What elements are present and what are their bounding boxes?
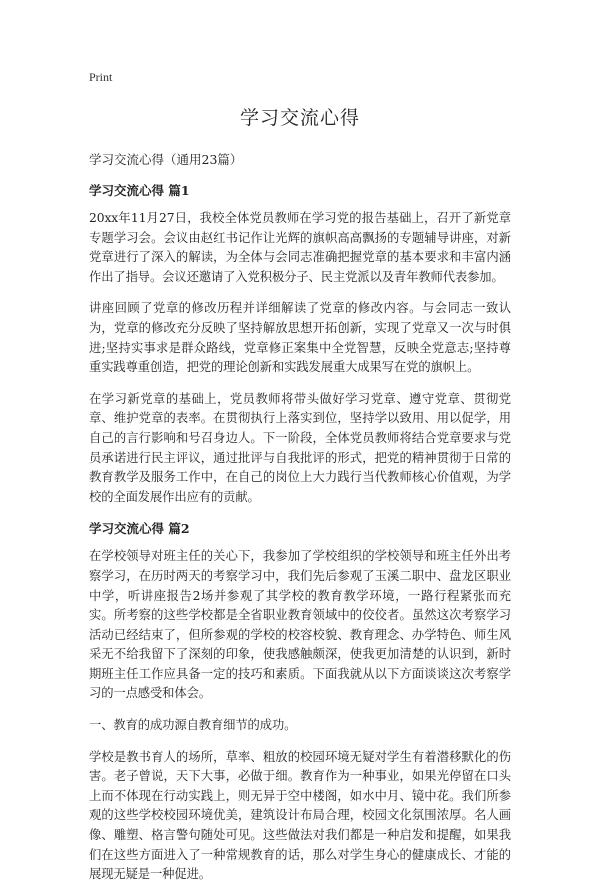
document-title: 学习交流心得 — [239, 107, 360, 129]
section-1-paragraph-1: 20xx年11月27日，我校全体党员教师在学习党的报告基础上，召开了新党章专题学习会。会议由赵红书记作让光辉的旗帜高高飘扬的专题辅导讲座，对新党章进行了深入的解读，为全体与会同志准确把握党章的基本要求和丰富内涵作出了指导。会议还邀请了入党积极分子、民主党派以及青年教师代表参加。 — [89, 211, 511, 284]
section-heading-2: 学习交流心得 篇2 — [89, 521, 190, 537]
section-1-paragraph-2: 讲座回顾了党章的修改历程并详细解读了党章的修改内容。与会同志一致认为，党章的修改充分反映了坚持解放思想开拓创新，实现了党章又一次与时俱进;坚持实事求是群众路线，党章修正案集中全党智慧，反映全党意志;坚持尊重实践尊重创造，把党的理论创新和实践发展重大成果写在党的旗帜上。 — [89, 301, 511, 375]
section-1-paragraph-3: 在学习新党章的基础上，党员教师将带头做好学习党章、遵守党章、贯彻党章、维护党章的表率。在贯彻执行上落实到位，坚持学以致用、用以促学，用自己的言行影响和号召身边人。下一阶段，全体党员教师将结合党章要求与党员承诺进行民主评议，通过批评与自我批评的形式，把党的精神贯彻于日常的教育教学及服务工作中，在自己的岗位上大力践行当代教师核心价值观，为学校的全面发展作出应有的贡献。 — [89, 391, 511, 504]
document-subtitle: 学习交流心得（通用23篇） — [89, 152, 243, 167]
section-2-paragraph-3: 学校是教书育人的场所，草率、粗放的校园环境无疑对学生有着潜移默化的伤害。老子曾说，天下大事，必做于细。教育作为一种事业，如果光停留在口头上而不体现在行动实践上，则无异于空中楼阁，如水中月、镜中花。我们所参观的这些学校校园环境优美，建筑设计布局合理，校园文化氛围浓厚。名人画像、雕塑、格言警句随处可见。这些做法对我们都是一种启发和提醒，如果我们在这些方面进入了一种常规教育的话，那么对学生身心的健康成长、才能的展现无疑是一种促进。 — [89, 749, 511, 882]
section-2-paragraph-1: 在学校领导对班主任的关心下，我参加了学校组织的学校领导和班主任外出考察学习，在历时两天的考察学习中，我们先后参观了玉溪二职中、盘龙区职业中学，听讲座报告2场并参观了其学校的教育教学环境，一路行程紧张而充实。所考察的这些学校都是全省职业教育领域中的佼佼者。虽然这次考察学习活动已经结束了，但所参观的学校的校容校貌、教育理念、办学特色、师生风采无不给我留下了深刻的印象，使我感触颇深，使我更加清楚的认识到，新时期班主任工作应具备一定的技巧和素质。下面我就从以下方面谈谈这次考察学习的一点感受和体会。 — [89, 549, 511, 701]
section-heading-1: 学习交流心得 篇1 — [89, 183, 190, 198]
section-2-paragraph-2: 一、教育的成功源自教育细节的成功。 — [89, 718, 297, 733]
print-label: Print — [89, 70, 113, 84]
